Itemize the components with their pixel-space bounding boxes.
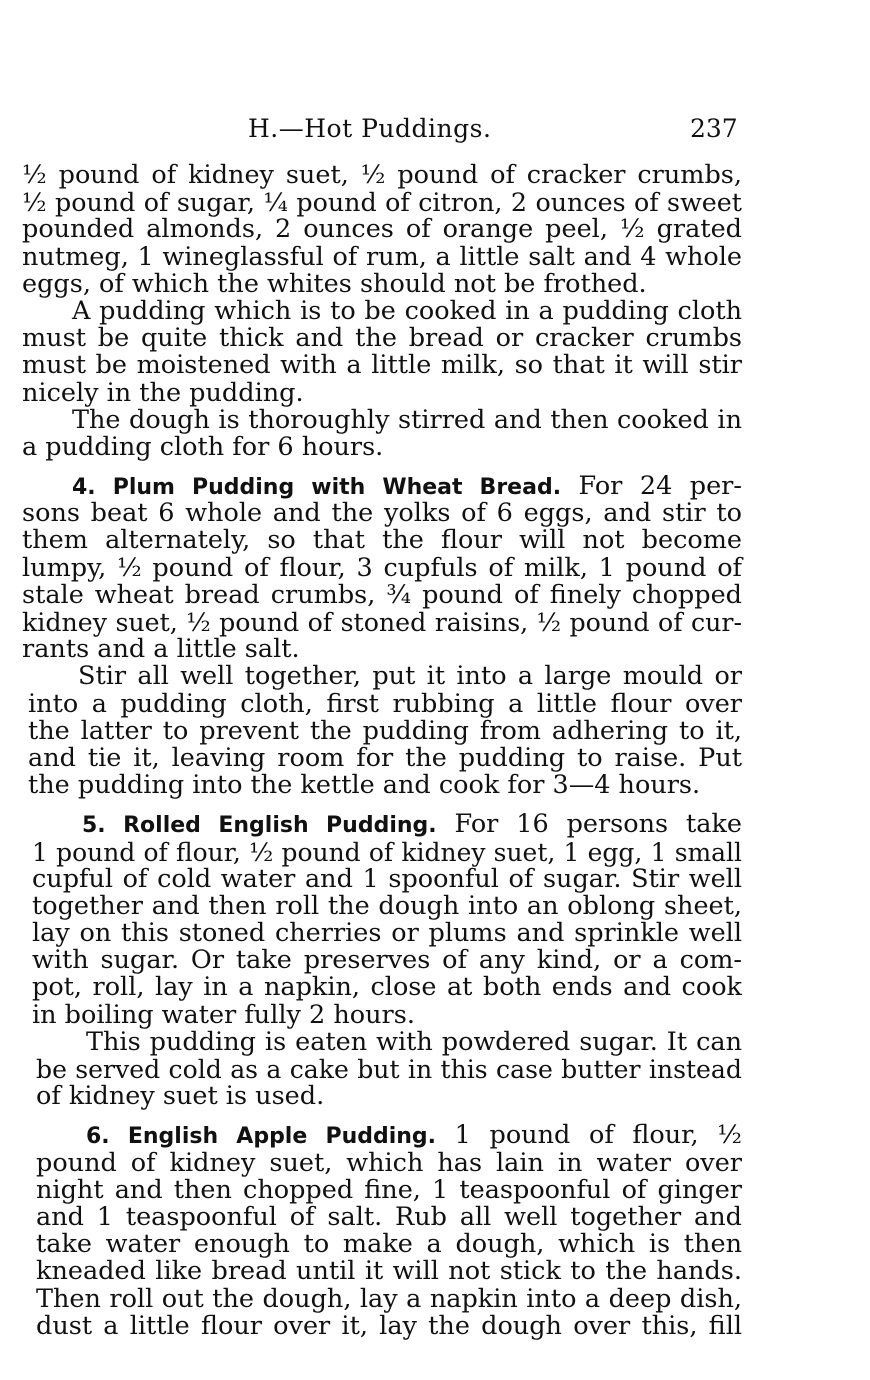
text-line: Then roll out the dough, lay a napkin into a deep dish, <box>36 1283 742 1314</box>
recipe-heading-line <box>22 473 742 500</box>
text-line: The dough is thoroughly stirred and then cooked in <box>72 404 742 435</box>
text-line: in boiling water fully 2 hours. <box>32 999 415 1030</box>
text-line: kidney suet, ½ pound of stoned raisins, ½ pound of cur- <box>22 608 742 637</box>
text-line: rants and a little salt. <box>22 634 300 665</box>
text-run: For 16 persons take <box>436 809 742 840</box>
recipe-heading: 4. Plum Pudding with Wheat Bread. <box>72 475 562 501</box>
text-line: and 1 teaspoonful of salt. Rub all well together and <box>36 1201 742 1232</box>
text-line: take water enough to make a dough, which is then <box>36 1229 742 1260</box>
text-line: pound of kidney suet, which has lain in water over <box>36 1147 742 1178</box>
text-line: This pudding is eaten with powdered sugar. It can <box>86 1026 742 1057</box>
text-line: nutmeg, 1 wineglassful of rum, a little salt and 4 whole <box>22 241 742 272</box>
page-number: 237 <box>690 114 738 143</box>
text-line: and tie it, leaving room for the pudding to raise. Put <box>28 742 742 773</box>
text-line: Stir all well together, put it into a large mould or <box>78 661 742 692</box>
text-line: together and then roll the dough into an oblong sheet, <box>32 890 742 921</box>
text-line: must be quite thick and the bread or cracker crumbs <box>22 323 742 354</box>
text-line: 1 pound of flour, ½ pound of kidney suet, 1 egg, 1 small <box>32 837 742 867</box>
text-line: the pudding into the kettle and cook for 3—4 hours. <box>28 770 701 801</box>
text-line: pounded almonds, 2 ounces of orange peel, ½ grated <box>22 214 742 245</box>
recipe-heading: 6. English Apple Pudding. <box>86 1124 437 1150</box>
text-line: sons beat 6 whole and the yolks of 6 eggs, and stir to <box>22 498 742 529</box>
text-line: ½ pound of kidney suet, ½ pound of cracker crumbs, <box>22 160 742 190</box>
text-line: lumpy, ½ pound of flour, 3 cupfuls of milk, 1 pound of <box>22 552 742 583</box>
text-line: kneaded like bread until it will not stick to the hands. <box>36 1256 742 1287</box>
text-line: with sugar. Or take preserves of any kind, or a com- <box>32 945 742 976</box>
text-line: nicely in the pudding. <box>22 377 304 408</box>
chapter-title: H.—Hot Puddings. <box>248 114 492 143</box>
text-line: cupful of cold water and 1 spoonful of sugar. Stir well <box>32 863 742 894</box>
text-line: of kidney suet is used. <box>36 1081 325 1112</box>
text-line: stale wheat bread crumbs, ¾ pound of finely chopped <box>22 579 742 610</box>
text-line: lay on this stoned cherries or plums and sprinkle well <box>32 918 742 949</box>
text-line: them alternately, so that the flour will not become <box>22 525 742 556</box>
text-line: ½ pound of sugar, ¼ pound of citron, 2 ounces of sweet <box>22 187 742 218</box>
text-line: into a pudding cloth, first rubbing a little flour over <box>28 688 742 719</box>
text-run: 1 pound of flour, ½ <box>436 1120 742 1151</box>
text-run: For 24 per- <box>561 471 742 502</box>
text-line: dust a little flour over it, lay the dough over this, fill <box>36 1310 742 1341</box>
text-line: a pudding cloth for 6 hours. <box>22 431 384 462</box>
page-body <box>22 162 742 1340</box>
text-line: pot, roll, lay in a napkin, close at both ends and cook <box>32 972 742 1003</box>
running-header <box>0 114 870 148</box>
text-line: eggs, of which the whites should not be frothed. <box>22 268 647 299</box>
recipe-heading-line <box>32 811 742 838</box>
text-line: the latter to prevent the pudding from adhering to it, <box>28 715 742 746</box>
text-line: be served cold as a cake but in this case butter instead <box>36 1055 742 1084</box>
text-line: A pudding which is to be cooked in a pudding cloth <box>72 295 742 326</box>
text-line: must be moistened with a little milk, so that it will stir <box>22 350 742 381</box>
recipe-heading: 5. Rolled English Pudding. <box>82 813 437 839</box>
recipe-heading-line <box>36 1122 742 1149</box>
text-line: night and then chopped fine, 1 teaspoonful of ginger <box>36 1174 742 1205</box>
